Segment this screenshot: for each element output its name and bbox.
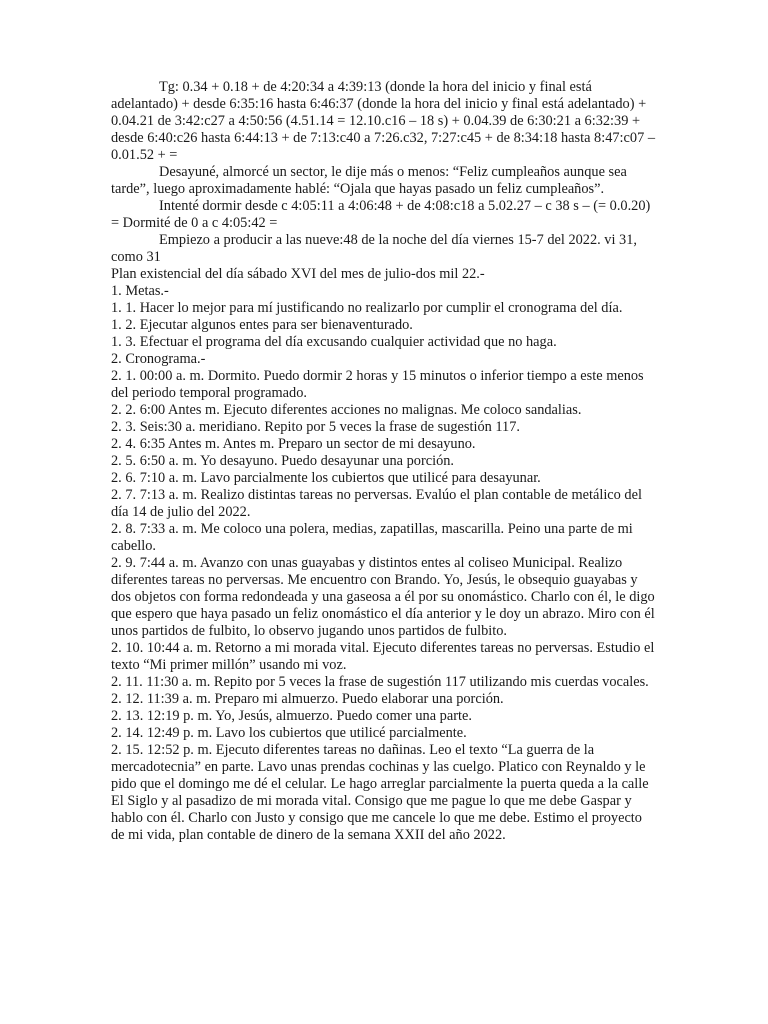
goal-item: 1. 3. Efectuar el programa del día excusando cualquier actividad que no haga. <box>111 334 557 350</box>
paragraph-timing: Tg: 0.34 + 0.18 + de 4:20:34 a 4:39:13 (donde la hora del inicio y final está adelantado) + desde 6:35:16 hasta 6:46:37 (donde la hora del inicio y final está adelantado) + 0.04.21 de 3:42:c27 a 4:50:56 (4.51.14 = 12.10.c16 – 18 s) + 0.04.39 de 6:30:21 a 6:32:39 + desde 6:40:c26 hasta 6:44:13 + de 7:13:c40 a 7:26.c32, 7:27:c45 + de 8:34:18 hasta 8:47:c07 – 0.01.52 + = <box>111 79 656 163</box>
plan-title: Plan existencial del día sábado XVI del mes de julio-dos mil 22.- <box>111 266 485 282</box>
schedule-item: 2. 1. 00:00 a. m. Dormito. Puedo dormir 2 horas y 15 minutos o inferior tiempo a este menos del periodo temporal programado. <box>111 368 644 401</box>
section-goals-heading: 1. Metas.- <box>111 283 169 299</box>
schedule-item: 2. 10. 10:44 a. m. Retorno a mi morada vital. Ejecuto diferentes tareas no perversas. Estudio el texto “Mi primer millón” usando mi voz. <box>111 640 655 673</box>
schedule-item: 2. 3. Seis:30 a. meridiano. Repito por 5 veces la frase de sugestión 117. <box>111 419 520 435</box>
schedule-item: 2. 15. 12:52 p. m. Ejecuto diferentes tareas no dañinas. Leo el texto “La guerra de la mercadotecnia” en parte. Lavo unas prendas cochinas y las cuelgo. Platico con Reynaldo y le pido que el domingo me dé el celular. Le hago arreglar parcialmente la puerta queda a la calle El Siglo y al pasadizo de mi morada vital. Consigo que me pague lo que me debe Gaspar y hablo con él. Charlo con Justo y consigo que me cancele lo que me debe. Estimo el proyecto de mi vida, plan contable de dinero de la semana XXII del año 2022. <box>111 742 649 843</box>
schedule-item: 2. 12. 11:39 a. m. Preparo mi almuerzo. Puedo elaborar una porción. <box>111 691 504 707</box>
paragraph-sleep: Intenté dormir desde c 4:05:11 a 4:06:48 + de 4:08:c18 a 5.02.27 – c 38 s – (= 0.0.20) = Dormité de 0 a c 4:05:42 = <box>111 198 651 231</box>
goal-item: 1. 1. Hacer lo mejor para mí justificando no realizarlo por cumplir el cronograma del día. <box>111 300 623 316</box>
paragraph-start: Empiezo a producir a las nueve:48 de la noche del día viernes 15-7 del 2022. vi 31, como 31 <box>111 232 637 265</box>
section-schedule-heading: 2. Cronograma.- <box>111 351 206 367</box>
schedule-item: 2. 9. 7:44 a. m. Avanzo con unas guayabas y distintos entes al coliseo Municipal. Realizo diferentes tareas no perversas. Me encuentro con Brando. Yo, Jesús, le obsequio guayabas y dos objetos con forma redondeada y una gaseosa a él por su onomástico. Charlo con él, le digo que espero que haya pasado un feliz onomástico el día anterior y le doy un abrazo. Miro con él unos partidos de fulbito, lo observo jugando unos partidos de fulbito. <box>111 555 655 639</box>
schedule-item: 2. 6. 7:10 a. m. Lavo parcialmente los cubiertos que utilicé para desayunar. <box>111 470 541 486</box>
schedule-item: 2. 8. 7:33 a. m. Me coloco una polera, medias, zapatillas, mascarilla. Peino una parte de mi cabello. <box>111 521 633 554</box>
schedule-item: 2. 7. 7:13 a. m. Realizo distintas tareas no perversas. Evalúo el plan contable de metálico del día 14 de julio del 2022. <box>111 487 642 520</box>
goal-item: 1. 2. Ejecutar algunos entes para ser bienaventurado. <box>111 317 413 333</box>
schedule-item: 2. 2. 6:00 Antes m. Ejecuto diferentes acciones no malignas. Me coloco sandalias. <box>111 402 582 418</box>
document-body <box>111 79 659 844</box>
schedule-item: 2. 13. 12:19 p. m. Yo, Jesús, almuerzo. Puedo comer una parte. <box>111 708 472 724</box>
schedule-item: 2. 4. 6:35 Antes m. Antes m. Preparo un sector de mi desayuno. <box>111 436 476 452</box>
schedule-item: 2. 14. 12:49 p. m. Lavo los cubiertos que utilicé parcialmente. <box>111 725 467 741</box>
schedule-item: 2. 11. 11:30 a. m. Repito por 5 veces la frase de sugestión 117 utilizando mis cuerdas vocales. <box>111 674 649 690</box>
paragraph-breakfast: Desayuné, almorcé un sector, le dije más o menos: “Feliz cumpleaños aunque sea tarde”, luego aproximadamente hablé: “Ojala que hayas pasado un feliz cumpleaños”. <box>111 164 627 197</box>
schedule-item: 2. 5. 6:50 a. m. Yo desayuno. Puedo desayunar una porción. <box>111 453 455 469</box>
